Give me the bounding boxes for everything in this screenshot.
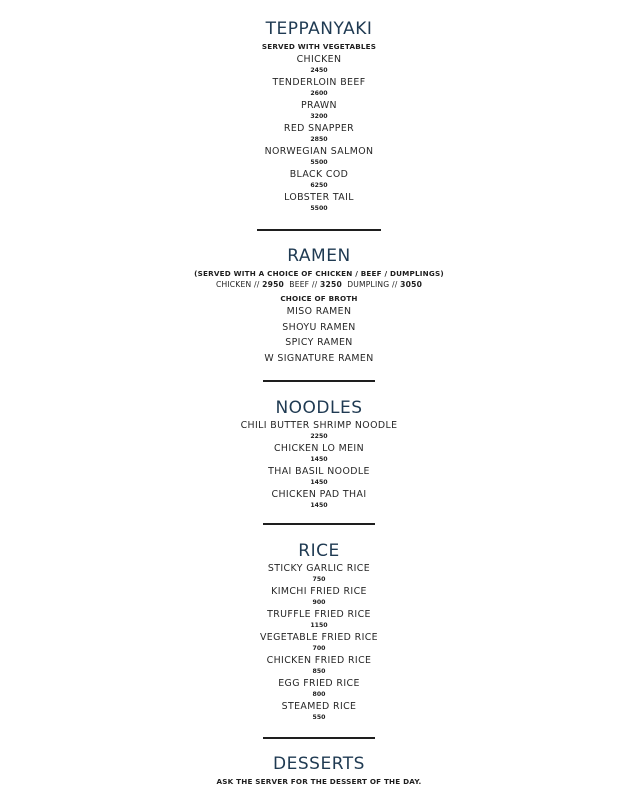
item-price: 2600 <box>310 90 328 97</box>
noodles-section <box>0 398 638 512</box>
menu-item <box>0 466 638 487</box>
ramen-item: SPICY RAMEN <box>285 337 353 349</box>
ramen-subtitle: (SERVED WITH A CHOICE OF CHICKEN / BEEF / DUMPLINGS) <box>194 269 444 278</box>
menu-item <box>0 489 638 510</box>
item-name: CHICKEN PAD THAI <box>271 489 367 500</box>
item-name: LOBSTER TAIL <box>284 192 354 203</box>
item-name: BLACK COD <box>289 169 349 180</box>
item-name: RED SNAPPER <box>283 123 355 134</box>
item-price: 800 <box>312 691 326 698</box>
item-price: 550 <box>312 714 326 721</box>
menu-item <box>0 100 638 121</box>
broth-label: CHOICE OF BROTH <box>280 294 358 303</box>
desserts-title: DESSERTS <box>273 754 365 774</box>
item-price: 1450 <box>310 479 328 486</box>
item-price: 1450 <box>310 502 328 509</box>
item-name: STICKY GARLIC RICE <box>267 563 371 574</box>
menu-item <box>0 169 638 190</box>
dumpling-price: 3050 <box>400 280 423 289</box>
menu-item <box>0 443 638 464</box>
item-price: 5500 <box>310 159 328 166</box>
teppanyaki-section <box>0 19 638 215</box>
ramen-protein-prices <box>0 279 638 290</box>
desserts-section <box>0 754 638 787</box>
section-divider <box>257 229 381 231</box>
beef-label: BEEF // <box>289 280 318 289</box>
chicken-label: CHICKEN // <box>215 280 260 289</box>
item-name: KIMCHI FRIED RICE <box>271 586 367 597</box>
desserts-subtitle: ASK THE SERVER FOR THE DESSERT OF THE DAY. <box>216 777 422 786</box>
item-price: 1150 <box>310 622 328 629</box>
section-divider <box>263 737 375 739</box>
menu-item <box>0 192 638 213</box>
item-name: CHICKEN LO MEIN <box>273 443 364 454</box>
ramen-section <box>0 246 638 368</box>
item-name: TRUFFLE FRIED RICE <box>267 609 371 620</box>
menu-item <box>0 632 638 653</box>
ramen-title: RAMEN <box>287 246 351 266</box>
item-price: 5500 <box>310 205 328 212</box>
menu-item <box>0 77 638 98</box>
ramen-item: MISO RAMEN <box>286 306 352 317</box>
noodles-title: NOODLES <box>275 398 363 418</box>
item-price: 3200 <box>310 113 328 120</box>
rice-section <box>0 541 638 724</box>
beef-price: 3250 <box>320 280 342 289</box>
item-name: CHILI BUTTER SHRIMP NOODLE <box>240 420 398 431</box>
item-price: 2250 <box>310 433 328 440</box>
item-price: 2450 <box>310 67 328 74</box>
dumpling-label: DUMPLING // <box>347 280 398 289</box>
item-name: PRAWN <box>301 100 337 111</box>
item-name: VEGETABLE FRIED RICE <box>259 632 379 643</box>
chicken-price: 2950 <box>262 280 285 289</box>
menu-item <box>0 678 638 699</box>
menu-item <box>0 54 638 75</box>
ramen-item: W SIGNATURE RAMEN <box>264 352 374 364</box>
item-price: 1450 <box>310 456 328 463</box>
item-name: EGG FRIED RICE <box>278 678 360 689</box>
teppanyaki-title: TEPPANYAKI <box>265 19 373 39</box>
menu-item <box>0 609 638 630</box>
item-price: 2850 <box>310 136 328 143</box>
section-divider <box>263 380 375 382</box>
item-price: 900 <box>312 599 326 606</box>
menu-item <box>0 420 638 441</box>
item-name: CHICKEN FRIED RICE <box>266 655 372 666</box>
item-name: CHICKEN <box>296 54 342 65</box>
item-price: 700 <box>312 645 326 652</box>
item-name: THAI BASIL NOODLE <box>268 466 370 477</box>
menu-item <box>0 146 638 167</box>
menu-item <box>0 655 638 676</box>
item-name: NORWEGIAN SALMON <box>264 146 374 157</box>
menu-item <box>0 123 638 144</box>
section-divider <box>263 523 375 525</box>
item-price: 750 <box>312 576 326 583</box>
ramen-item: SHOYU RAMEN <box>282 321 356 333</box>
menu-item <box>0 586 638 607</box>
teppanyaki-subtitle: SERVED WITH VEGETABLES <box>261 42 377 51</box>
menu-item <box>0 563 638 584</box>
menu-item <box>0 701 638 722</box>
item-name: TENDERLOIN BEEF <box>272 77 366 88</box>
rice-title: RICE <box>298 541 340 561</box>
item-price: 850 <box>312 668 326 675</box>
item-price: 6250 <box>310 182 328 189</box>
item-name: STEAMED RICE <box>281 701 357 712</box>
